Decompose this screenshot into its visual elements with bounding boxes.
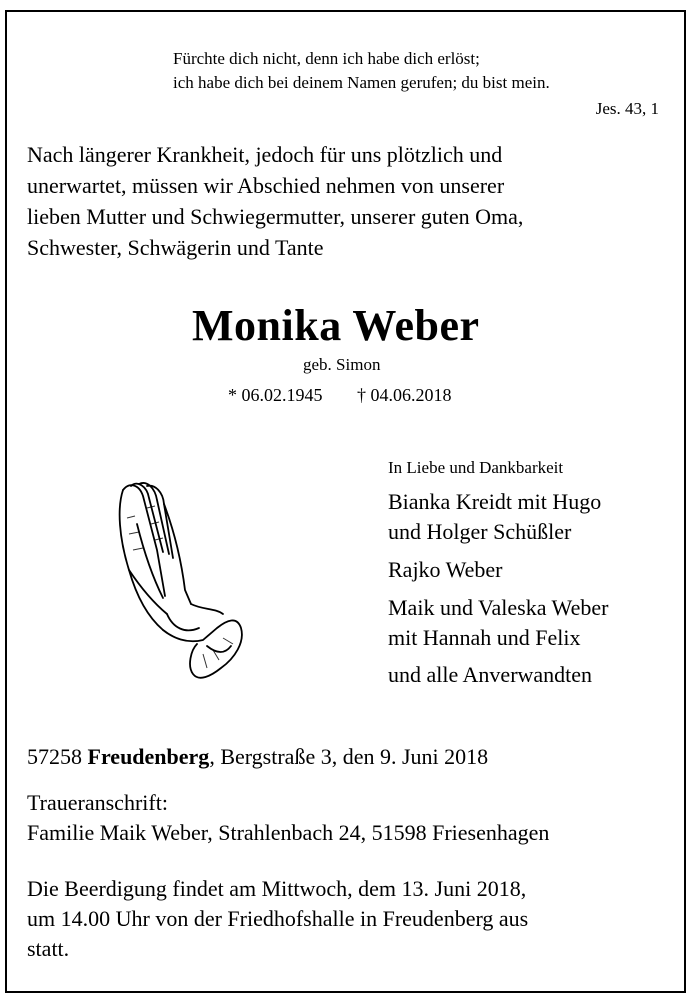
location-rest: , Bergstraße 3, den 9. Juni 2018 xyxy=(209,744,489,769)
praying-hands-icon xyxy=(107,478,247,683)
birth-date: * 06.02.1945 xyxy=(228,385,323,405)
location-line xyxy=(27,742,488,772)
maiden-name: geb. Simon xyxy=(303,355,381,374)
verse-line-1: Fürchte dich nicht, denn ich habe dich erlöst; xyxy=(173,49,480,68)
mourners-heading: In Liebe und Dankbarkeit xyxy=(388,458,564,477)
mourner-line-6: und alle Anverwandten xyxy=(388,662,593,687)
obituary-card xyxy=(5,10,686,993)
mourner-line-4: Maik und Valeska Weber xyxy=(388,595,609,620)
funeral-line-2: um 14.00 Uhr von der Friedhofshalle in Freudenberg aus xyxy=(27,906,529,931)
intro-line-4: Schwester, Schwägerin und Tante xyxy=(27,235,324,260)
intro-line-3: lieben Mutter und Schwiegermutter, unserer guten Oma, xyxy=(27,204,524,229)
funeral-line-3: statt. xyxy=(27,936,70,961)
death-date: † 04.06.2018 xyxy=(357,385,452,405)
deceased-name: Monika Weber xyxy=(192,301,480,350)
city: Freudenberg xyxy=(87,744,210,769)
postal-code: 57258 xyxy=(27,744,82,769)
intro-line-2: unerwartet, müssen wir Abschied nehmen von unserer xyxy=(27,173,505,198)
mourner-line-5: mit Hannah und Felix xyxy=(388,625,581,650)
mourner-line-3: Rajko Weber xyxy=(388,557,503,582)
intro-line-1: Nach längerer Krankheit, jedoch für uns plötzlich und xyxy=(27,142,503,167)
mourner-line-1: Bianka Kreidt mit Hugo xyxy=(388,489,602,514)
mourning-address-value: Familie Maik Weber, Strahlenbach 24, 51598 Friesenhagen xyxy=(27,820,550,845)
mourner-line-2: und Holger Schüßler xyxy=(388,519,572,544)
funeral-line-1: Die Beerdigung findet am Mittwoch, dem 13. Juni 2018, xyxy=(27,876,527,901)
verse-reference: Jes. 43, 1 xyxy=(595,99,659,118)
mourning-address-label: Traueranschrift: xyxy=(27,790,168,815)
verse-line-2: ich habe dich bei deinem Namen gerufen; du bist mein. xyxy=(173,73,550,92)
